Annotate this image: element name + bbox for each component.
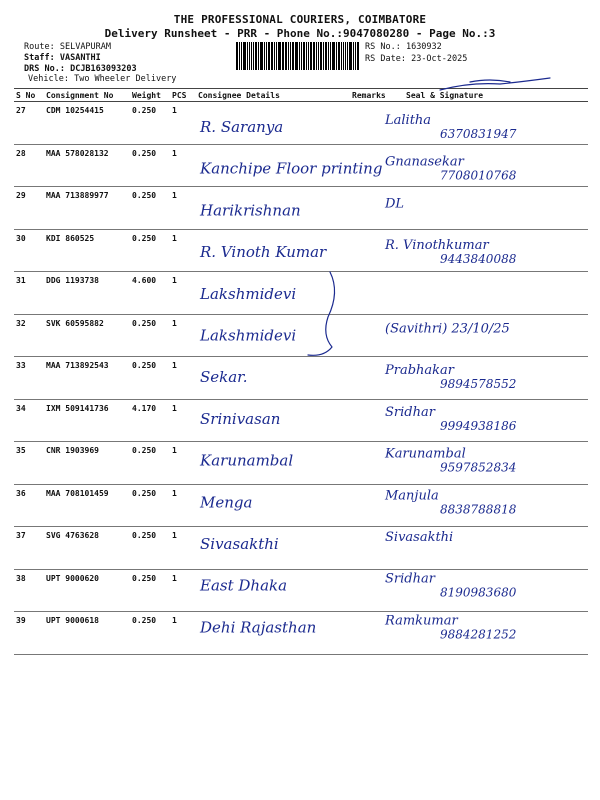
cell-consignment: SVG 4763628 <box>44 527 130 570</box>
table-row <box>14 569 588 612</box>
cell-pcs: 1 <box>170 144 196 187</box>
col-header-sno: S No <box>14 89 44 102</box>
barcode-bar <box>253 42 254 70</box>
barcode-bar <box>328 42 329 70</box>
barcode-bar <box>313 42 316 70</box>
barcode-bar <box>301 42 302 70</box>
barcode-bar <box>299 42 300 70</box>
barcode-bar <box>241 42 242 70</box>
cell-remarks <box>350 144 404 187</box>
cell-pcs: 1 <box>170 527 196 570</box>
cell-consignment: DDG 1193738 <box>44 272 130 315</box>
cell-consignee <box>196 442 350 485</box>
col-header-pcs: PCS <box>170 89 196 102</box>
table-row <box>14 187 588 230</box>
barcode-bar <box>353 42 354 70</box>
cell-seal <box>404 187 588 230</box>
cell-seal <box>404 527 588 570</box>
cell-weight: 0.250 <box>130 612 170 655</box>
route-line <box>24 42 111 52</box>
cell-sno: 35 <box>14 442 44 485</box>
barcode-bar <box>330 42 331 70</box>
cell-sno: 36 <box>14 484 44 527</box>
drs-value: DCJB163093203 <box>70 64 137 74</box>
cell-sno: 38 <box>14 569 44 612</box>
cell-seal <box>404 144 588 187</box>
handwritten-signature: Karunambal <box>385 446 466 462</box>
cell-consignment: UPT 9000620 <box>44 569 130 612</box>
barcode-bar <box>355 42 356 70</box>
handwritten-consignee: Lakshmidevi <box>200 326 297 345</box>
barcode-bar <box>276 42 277 70</box>
vehicle-value: Two Wheeler Delivery <box>74 74 177 84</box>
barcode-bar <box>292 42 294 70</box>
barcode-bar <box>323 42 324 70</box>
cell-consignment: MAA 713892543 <box>44 357 130 400</box>
cell-consignee <box>196 399 350 442</box>
barcode-bar <box>341 42 342 70</box>
barcode-bar <box>303 42 305 70</box>
table-row <box>14 527 588 570</box>
barcode-bar <box>347 42 348 70</box>
cell-weight: 0.250 <box>130 357 170 400</box>
barcode-bar <box>310 42 312 70</box>
handwritten-phone: 9884281252 <box>440 627 517 642</box>
barcode-bar <box>295 42 298 70</box>
cell-weight: 0.250 <box>130 527 170 570</box>
col-header-consignment: Consignment No <box>44 89 130 102</box>
barcode-bar <box>266 42 267 70</box>
barcode-bar <box>316 42 317 70</box>
handwritten-consignee: Lakshmidevi <box>200 284 297 303</box>
cell-consignment: MAA 708101459 <box>44 484 130 527</box>
cell-pcs: 1 <box>170 229 196 272</box>
barcode-bar <box>290 42 291 70</box>
table-row <box>14 357 588 400</box>
handwritten-consignee: Karunambal <box>200 451 294 470</box>
rs-no-line <box>365 42 442 52</box>
barcode-bar <box>285 42 287 70</box>
cell-consignee <box>196 527 350 570</box>
cell-consignee <box>196 272 350 315</box>
handwritten-consignee: R. Saranya <box>200 118 284 136</box>
cell-seal <box>404 399 588 442</box>
cell-seal <box>404 272 588 315</box>
handwritten-signature: DL <box>385 196 405 212</box>
cell-pcs: 1 <box>170 399 196 442</box>
table-header-row <box>14 89 588 102</box>
table-row <box>14 314 588 357</box>
handwritten-signature: Sridhar <box>385 404 435 420</box>
handwritten-signature: (Savithri) 23/10/25 <box>385 321 510 337</box>
barcode-bar <box>271 42 273 70</box>
cell-sno: 29 <box>14 187 44 230</box>
barcode-bar <box>318 42 319 70</box>
barcode-bar <box>288 42 289 70</box>
cell-weight: 0.250 <box>130 484 170 527</box>
cell-consignment: CDM 10254415 <box>44 102 130 145</box>
table-row <box>14 442 588 485</box>
staff-line <box>24 53 101 63</box>
barcode-bar <box>247 42 248 70</box>
handwritten-phone: 6370831947 <box>440 127 517 141</box>
col-header-remarks: Remarks <box>350 89 404 102</box>
cell-sno: 31 <box>14 272 44 315</box>
col-header-weight: Weight <box>130 89 170 102</box>
cell-seal <box>404 569 588 612</box>
handwritten-consignee: Menga <box>200 493 253 512</box>
route-value: SELVAPURAM <box>59 42 112 52</box>
cell-seal <box>404 229 588 272</box>
barcode-bar <box>268 42 270 70</box>
table-row <box>14 484 588 527</box>
handwritten-consignee: Sivasakthi <box>200 535 279 553</box>
cell-sno: 30 <box>14 229 44 272</box>
cell-remarks <box>350 102 404 145</box>
cell-remarks <box>350 484 404 527</box>
barcode-bar <box>243 42 246 70</box>
handwritten-signature: Lalitha <box>385 113 432 128</box>
staff-value: VASANTHI <box>59 53 101 63</box>
handwritten-phone: 8190983680 <box>440 585 517 600</box>
cell-weight: 0.250 <box>130 442 170 485</box>
handwritten-consignee: Harikrishnan <box>200 201 301 220</box>
cell-consignment: UPT 9000618 <box>44 612 130 655</box>
cell-weight: 4.170 <box>130 399 170 442</box>
cell-consignment: SVK 60595882 <box>44 314 130 357</box>
barcode-bar <box>308 42 309 70</box>
cell-consignee <box>196 569 350 612</box>
barcode-bar <box>325 42 327 70</box>
col-header-consignee: Consignee Details <box>196 89 350 102</box>
cell-consignee <box>196 484 350 527</box>
cell-weight: 0.250 <box>130 187 170 230</box>
handwritten-consignee: Kanchipe Floor printing <box>200 159 383 178</box>
cell-consignee <box>196 144 350 187</box>
cell-pcs: 1 <box>170 612 196 655</box>
cell-remarks <box>350 442 404 485</box>
cell-remarks <box>350 229 404 272</box>
handwritten-phone: 9443840088 <box>440 252 517 267</box>
cell-consignee <box>196 229 350 272</box>
barcode-bar <box>338 42 340 70</box>
table-row <box>14 612 588 655</box>
rs-no-value: 1630932 <box>405 42 442 52</box>
cell-remarks <box>350 612 404 655</box>
handwritten-signature: Manjula <box>385 488 439 504</box>
cell-sno: 34 <box>14 399 44 442</box>
table-row <box>14 399 588 442</box>
barcode <box>236 42 360 70</box>
cell-remarks <box>350 527 404 570</box>
cell-seal <box>404 357 588 400</box>
handwritten-phone: 9894578552 <box>440 377 517 392</box>
handwritten-consignee: East Dhaka <box>200 576 288 595</box>
cell-pcs: 1 <box>170 442 196 485</box>
cell-pcs: 1 <box>170 357 196 400</box>
table-row <box>14 272 588 315</box>
barcode-bar <box>255 42 257 70</box>
cell-consignment: CNR 1903969 <box>44 442 130 485</box>
barcode-bar <box>249 42 251 70</box>
runsheet-subtitle: Delivery Runsheet - PRR - Phone No.:9047080280 - Page No.:3 <box>104 27 496 40</box>
handwritten-signature: R. Vinothkumar <box>385 238 489 254</box>
cell-weight: 4.600 <box>130 272 170 315</box>
cell-pcs: 1 <box>170 314 196 357</box>
runsheet-table <box>14 88 588 655</box>
barcode-bar <box>258 42 259 70</box>
barcode-bar <box>239 42 240 70</box>
cell-weight: 0.250 <box>130 229 170 272</box>
barcode-bar <box>336 42 337 70</box>
cell-consignment: IXM 509141736 <box>44 399 130 442</box>
handwritten-phone: 9994938186 <box>440 418 517 433</box>
cell-weight: 0.250 <box>130 144 170 187</box>
handwritten-phone: 7708010768 <box>440 168 517 183</box>
table-row <box>14 102 588 145</box>
cell-remarks <box>350 357 404 400</box>
cell-consignment: KDI 860525 <box>44 229 130 272</box>
barcode-bar <box>349 42 352 70</box>
company-title: THE PROFESSIONAL COURIERS, COIMBATORE <box>173 13 427 26</box>
barcode-bar <box>320 42 322 70</box>
handwritten-signature: Gnanasekar <box>385 154 464 170</box>
drs-line <box>24 64 137 74</box>
cell-remarks <box>350 569 404 612</box>
cell-pcs: 1 <box>170 272 196 315</box>
cell-seal <box>404 314 588 357</box>
cell-remarks <box>350 314 404 357</box>
cell-consignee <box>196 357 350 400</box>
cell-weight: 0.250 <box>130 314 170 357</box>
table-row <box>14 144 588 187</box>
handwritten-consignee: R. Vinoth Kumar <box>200 243 327 262</box>
barcode-bar <box>264 42 265 70</box>
handwritten-phone: 8838788818 <box>440 502 517 517</box>
cell-remarks <box>350 399 404 442</box>
barcode-bar <box>283 42 284 70</box>
barcode-bar <box>282 42 283 70</box>
barcode-bar <box>306 42 307 70</box>
cell-consignment: MAA 713889977 <box>44 187 130 230</box>
cell-sno: 32 <box>14 314 44 357</box>
rs-date-value: 23-Oct-2025 <box>411 54 468 64</box>
route-label: Route: <box>24 42 55 52</box>
cell-remarks <box>350 272 404 315</box>
barcode-bar <box>357 42 359 70</box>
cell-consignee <box>196 187 350 230</box>
barcode-bar <box>278 42 281 70</box>
handwritten-signature: Sridhar <box>385 571 435 587</box>
rs-no-label: RS No.: <box>365 42 401 52</box>
vehicle-line <box>28 74 176 84</box>
handwritten-signature: Prabhakar <box>385 363 454 379</box>
cell-sno: 33 <box>14 357 44 400</box>
cell-remarks <box>350 187 404 230</box>
cell-weight: 0.250 <box>130 569 170 612</box>
handwritten-phone: 9597852834 <box>440 460 517 475</box>
cell-seal <box>404 612 588 655</box>
drs-label: DRS No.: <box>24 64 65 74</box>
rs-date-line <box>365 54 467 64</box>
handwritten-consignee: Dehi Rajasthan <box>200 618 317 637</box>
cell-pcs: 1 <box>170 187 196 230</box>
handwritten-consignee: Srinivasan <box>200 409 281 428</box>
vehicle-label: Vehicle: <box>28 74 69 84</box>
rs-date-label: RS Date: <box>365 54 406 64</box>
staff-label: Staff: <box>24 53 55 63</box>
cell-pcs: 1 <box>170 102 196 145</box>
handwritten-signature: Sivasakthi <box>385 530 454 545</box>
cell-pcs: 1 <box>170 569 196 612</box>
cell-pcs: 1 <box>170 484 196 527</box>
cell-sno: 28 <box>14 144 44 187</box>
cell-sno: 37 <box>14 527 44 570</box>
handwritten-consignee: Sekar. <box>200 368 248 387</box>
barcode-bar <box>260 42 263 70</box>
cell-consignee <box>196 314 350 357</box>
barcode-bar <box>236 42 238 70</box>
cell-sno: 27 <box>14 102 44 145</box>
cell-consignment: MAA 578028132 <box>44 144 130 187</box>
col-header-seal: Seal & Signature <box>404 89 588 102</box>
cell-consignee <box>196 102 350 145</box>
barcode-bar <box>274 42 275 70</box>
cell-consignee <box>196 612 350 655</box>
barcode-bar <box>345 42 347 70</box>
handwritten-signature: Ramkumar <box>385 613 458 629</box>
cell-seal <box>404 102 588 145</box>
cell-seal <box>404 442 588 485</box>
barcode-bar <box>332 42 335 70</box>
cell-sno: 39 <box>14 612 44 655</box>
barcode-bar <box>343 42 344 70</box>
cell-seal <box>404 484 588 527</box>
cell-weight: 0.250 <box>130 102 170 145</box>
table-row <box>14 229 588 272</box>
barcode-bar <box>251 42 252 70</box>
